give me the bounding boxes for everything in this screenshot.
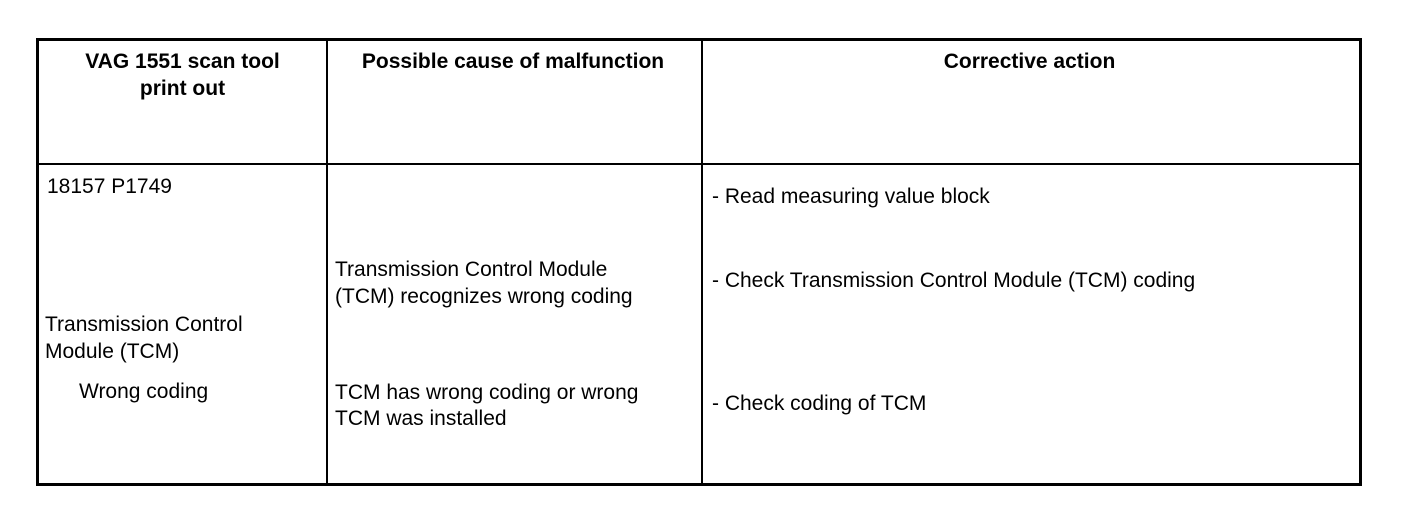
header-possible-cause: Possible cause of malfunction — [361, 50, 665, 73]
header-corrective-action: Corrective action — [943, 50, 1116, 73]
column-divider — [326, 41, 328, 483]
component-name-line2: Module (TCM) — [45, 340, 180, 363]
action-3: - Check coding of TCM — [712, 392, 927, 415]
component-name-line1: Transmission Control — [45, 313, 243, 336]
action-1: - Read measuring value block — [712, 185, 990, 208]
cause-2-line1: TCM has wrong coding or wrong — [335, 381, 639, 404]
fault-description: Wrong coding — [79, 380, 209, 403]
action-2: - Check Transmission Control Module (TCM) coding — [712, 269, 1196, 292]
header-scan-tool-line1: VAG 1551 scan tool — [85, 50, 280, 73]
header-scan-tool-line2: print out — [139, 77, 226, 100]
cause-2-line2: TCM was installed — [335, 407, 507, 430]
malfunction-table — [36, 38, 1362, 486]
header-scan-tool-printout — [39, 48, 326, 102]
header-divider — [39, 163, 1359, 165]
cause-1-line2: (TCM) recognizes wrong coding — [335, 285, 633, 308]
fault-code: 18157 P1749 — [47, 175, 172, 198]
column-divider — [701, 41, 703, 483]
cause-1-line1: Transmission Control Module — [335, 258, 608, 281]
